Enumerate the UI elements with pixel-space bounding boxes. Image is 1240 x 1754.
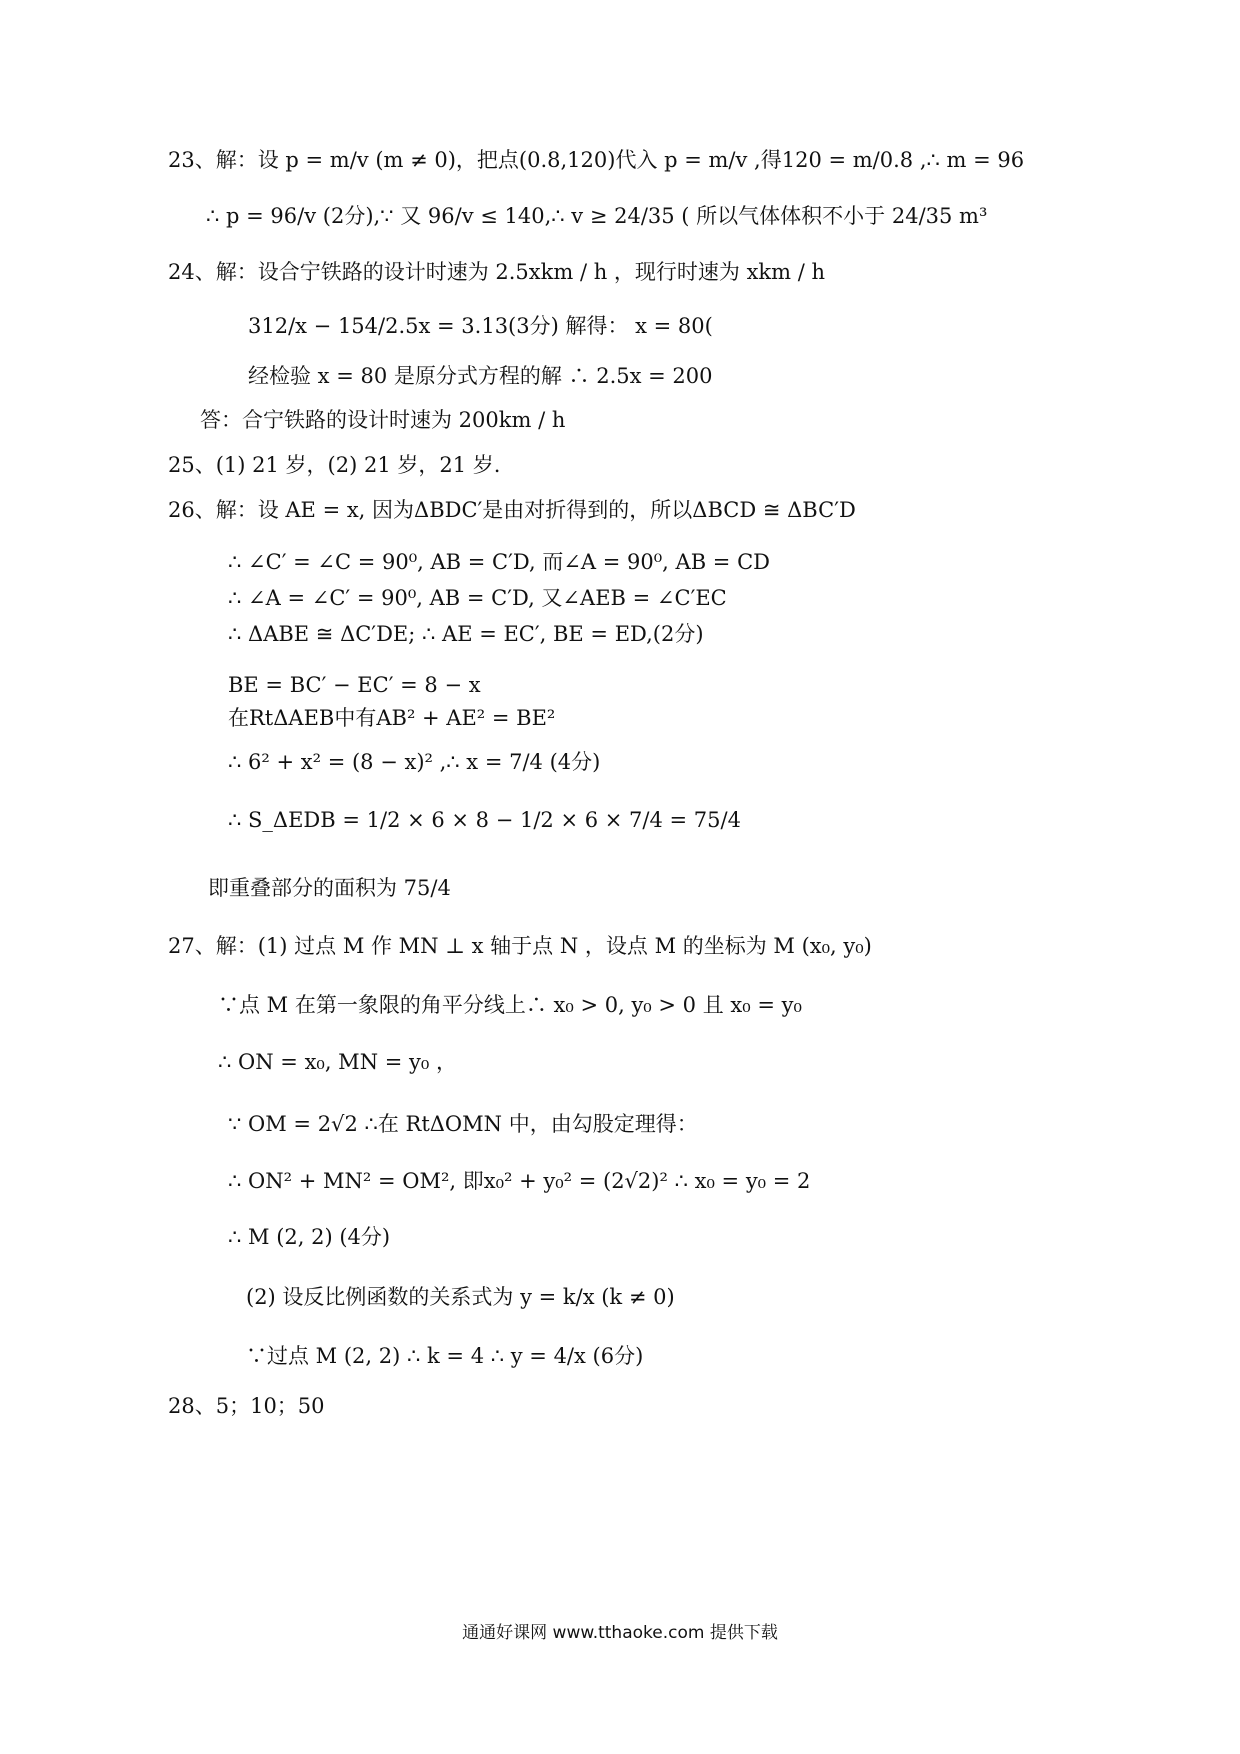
q26-line7: ∴ 6² + x² = (8 − x)² ,∴ x = 7/4 (4分) (228, 750, 601, 774)
q26-line1: 26、解：设 AE = x, 因为ΔBDC′是由对折得到的，所以ΔBCD ≅ ΔBC′D (168, 498, 856, 522)
q26-line6: 在RtΔAEB中有AB² + AE² = BE² (228, 706, 556, 730)
q24-line2: 312/x − 154/2.5x = 3.13(3分) 解得： x = 80( (248, 314, 713, 338)
q26-conclusion: 即重叠部分的面积为 75/4 (208, 876, 451, 900)
q27-line1: 27、解：(1) 过点 M 作 MN ⊥ x 轴于点 N ，设点 M 的坐标为 M (x₀, y₀) (168, 934, 872, 958)
q26-line2: ∴ ∠C′ = ∠C = 90⁰, AB = C′D, 而∠A = 90⁰, AB = CD (228, 550, 770, 574)
q23-line2: ∴ p = 96/v (2分),∵ 又 96/v ≤ 140,∴ v ≥ 24/35 ( 所以气体体积不小于 24/35 m³ (206, 204, 988, 228)
q27-line5: ∴ ON² + MN² = OM², 即x₀² + y₀² = (2√2)² ∴ x₀ = y₀ = 2 (228, 1169, 811, 1193)
q27-line3: ∴ ON = x₀, MN = y₀ ， (218, 1050, 457, 1074)
q24-line1: 24、解：设合宁铁路的设计时速为 2.5xkm / h ，现行时速为 xkm / h (168, 260, 826, 284)
q27-line4: ∵ OM = 2√2 ∴在 RtΔOMN 中，由勾股定理得： (228, 1112, 698, 1136)
q28-line1: 28、5；10；50 (168, 1394, 325, 1418)
q26-line4: ∴ ΔABE ≅ ΔC′DE; ∴ AE = EC′, BE = ED,(2分) (228, 622, 704, 646)
q27-line6: ∴ M (2, 2) (4分) (228, 1225, 391, 1249)
q27-line8: ∵过点 M (2, 2) ∴ k = 4 ∴ y = 4/x (6分) (246, 1344, 644, 1368)
q23-line1: 23、解：设 p = m/v (m ≠ 0)，把点(0.8,120)代入 p = m/v ,得120 = m/0.8 ,∴ m = 96 (168, 148, 1025, 172)
q25-line1: 25、(1) 21 岁，(2) 21 岁，21 岁. (168, 453, 501, 477)
q27-line2: ∵点 M 在第一象限的角平分线上∴ x₀ > 0, y₀ > 0 且 x₀ = y₀ (218, 993, 802, 1017)
q24-line3: 经检验 x = 80 是原分式方程的解 ∴ 2.5x = 200 (248, 364, 713, 388)
q26-line5: BE = BC′ − EC′ = 8 − x (228, 673, 481, 697)
q26-line8: ∴ S_ΔEDB = 1/2 × 6 × 8 − 1/2 × 6 × 7/4 = 75/4 (228, 808, 741, 832)
q24-answer: 答：合宁铁路的设计时速为 200km / h (200, 408, 566, 432)
page-footer: 通通好课网 www.tthaoke.com 提供下载 (462, 1623, 778, 1643)
q27-line7: (2) 设反比例函数的关系式为 y = k/x (k ≠ 0) (246, 1285, 675, 1309)
q26-line3: ∴ ∠A = ∠C′ = 90⁰, AB = C′D, 又∠AEB = ∠C′EC (228, 586, 727, 610)
